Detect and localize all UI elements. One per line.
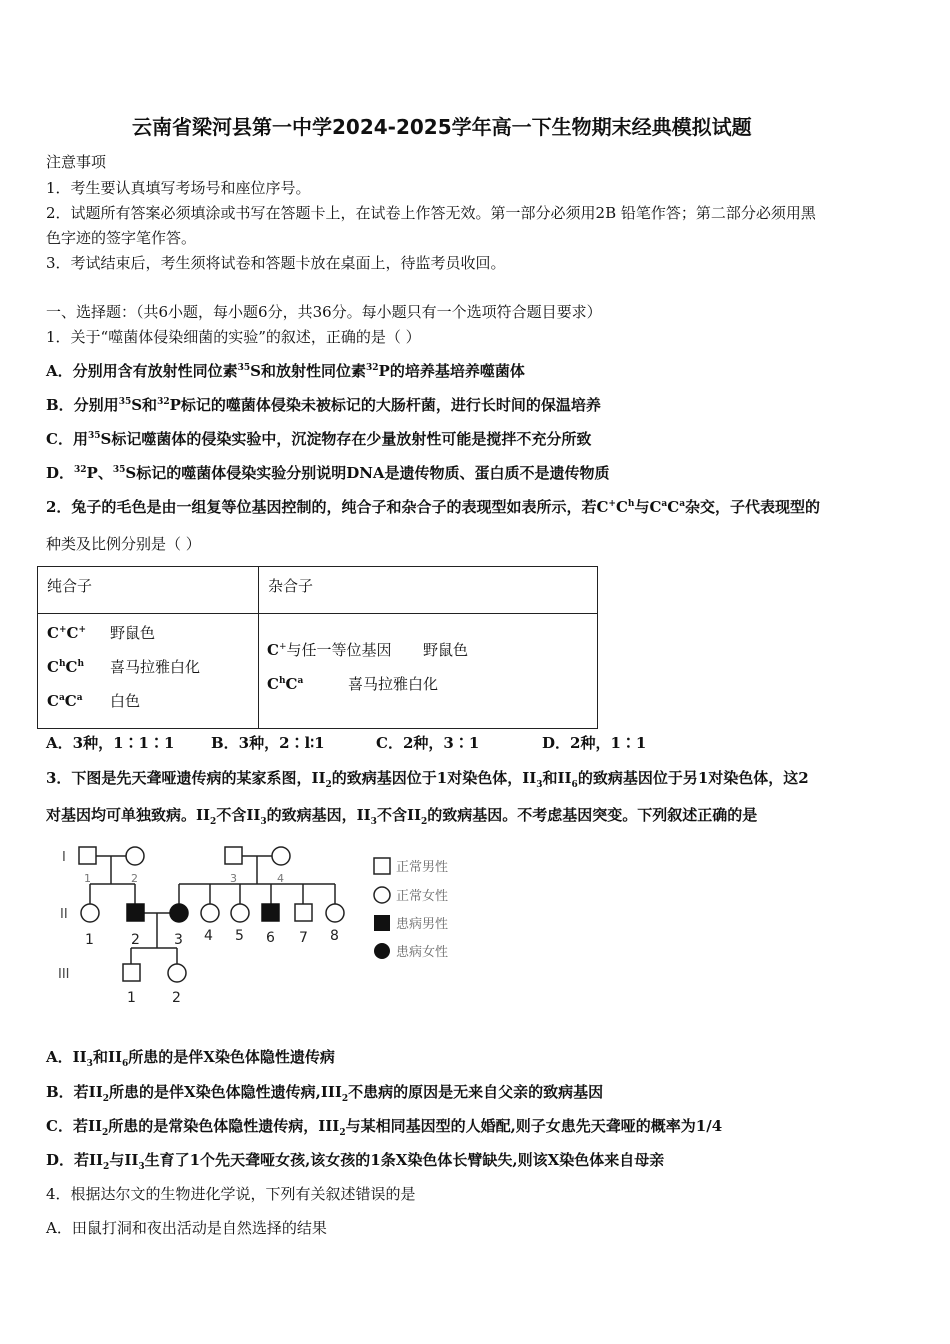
legend-affected-female: 患病女性 <box>396 945 449 960</box>
q2-option-d: D．2种，1∶1 <box>542 734 647 752</box>
notice-item-3: 3．考试结束后，考生须将试卷和答题卡放在桌面上，待监考员收回。 <box>46 254 506 272</box>
number-label: 1 <box>127 990 136 1006</box>
pedigree-II-8 <box>326 904 344 922</box>
number-label: 5 <box>235 928 244 944</box>
section-heading: 一、选择题：（共6小题，每小题6分，共36分。每小题只有一个选项符合题目要求） <box>46 303 602 321</box>
number-label: 7 <box>299 930 308 946</box>
table-cell-homozygous: C+C+ 野鼠色 $C^hC^h$ 喜马拉雅白化 $C^aC^a$ 白色 <box>38 614 259 729</box>
legend-normal-female: 正常女性 <box>396 889 449 904</box>
pedigree-II-4 <box>201 904 219 922</box>
q3-option-c: C．若$II_2$所患的是常染色体隐性遗传病，$III_2$与某相同基因型的人婚配,则子女患先天聋哑的概率为1/4 <box>46 1117 723 1138</box>
number-label: 3 <box>174 932 183 948</box>
q2-option-c: C．2种，3∶1 <box>376 734 480 752</box>
pedigree-II-7 <box>295 904 312 921</box>
table-row: $C^hC^a$ <box>267 675 304 693</box>
table-header-homozygous: 纯合子 <box>38 567 259 614</box>
table-row: C+与任一等位基因 <box>267 641 392 659</box>
number-label: 6 <box>266 930 275 946</box>
q3-option-d: D．若$II_2$与$II_3$生育了1个先天聋哑女孩,该女孩的1条X染色体长臂缺失,则该X染色体来自母亲 <box>46 1151 665 1172</box>
notice-heading: 注意事项 <box>46 153 107 171</box>
q1-option-a: A．分别用含有放射性同位素$^{35}$S和放射性同位素$^{32}$P的培养基培养噬菌体 <box>46 362 525 380</box>
notice-item-2-cont: 色字迹的签字笔作答。 <box>46 229 197 247</box>
table-row: C+C+ <box>47 624 86 642</box>
number-label: 8 <box>330 928 339 944</box>
pedigree-II-2 <box>127 904 144 921</box>
q2-option-a: A．3种，1∶1∶1 <box>46 734 175 752</box>
legend-normal-male-icon <box>374 858 390 874</box>
legend-affected-male-icon <box>374 915 390 931</box>
q2-option-b: B．3种，2∶l∶1 <box>211 734 325 752</box>
q2-stem-cont: 种类及比例分别是（ ） <box>46 535 201 553</box>
q1-stem: 1．关于“噬菌体侵染细菌的实验”的叙述，正确的是（ ） <box>46 328 421 346</box>
pedigree-II-1 <box>81 904 99 922</box>
pedigree-I-1 <box>79 847 96 864</box>
q3-stem: 3．下图是先天聋哑遗传病的某家系图，$II_2$的致病基因位于1对染色体，$II_3$和$II_6$的致病基因位于另1对染色体，这2 <box>46 769 809 790</box>
legend-normal-male: 正常男性 <box>396 860 449 875</box>
table-header-heterozygous: 杂合子 <box>259 567 598 614</box>
q1-option-c: C．用$^{35}$S标记噬菌体的侵染实验中，沉淀物存在少量放射性可能是搅拌不充分所致 <box>46 430 592 448</box>
pedigree-I-2 <box>126 847 144 865</box>
table-row: $C^hC^h$ <box>47 658 84 676</box>
number-label: 4 <box>204 928 213 944</box>
number-label: 1 <box>85 932 94 948</box>
legend-normal-female-icon <box>374 887 390 903</box>
legend-affected-female-icon <box>374 943 390 959</box>
number-label: 2 <box>131 932 140 948</box>
notice-item-2: 2．试题所有答案必须填涂或书写在答题卡上，在试卷上作答无效。第一部分必须用2B 铅笔作答；第二部分必须用黑 <box>46 204 816 222</box>
q2-stem: 2．兔子的毛色是由一组复等位基因控制的，纯合子和杂合子的表现型如表所示，若$C^+C^h$与$C^aC^a$杂交，子代表现型的 <box>46 498 821 516</box>
legend-affected-male: 患病男性 <box>396 917 449 932</box>
table-row: $C^aC^a$ <box>47 692 83 710</box>
pedigree-legend <box>374 858 448 960</box>
q3-option-a: A．$II_3$和$II_6$所患的是伴X染色体隐性遗传病 <box>46 1048 335 1069</box>
pedigree-II-6 <box>262 904 279 921</box>
q1-option-b: B．分别用$^{35}$S和$^{32}$P标记的噬菌体侵染未被标记的大肠杆菌，进行长时间的保温培养 <box>46 396 601 414</box>
pedigree-III-2 <box>168 964 186 982</box>
q4-option-a: A．田鼠打洞和夜出活动是自然选择的结果 <box>46 1219 327 1237</box>
number-label: 2 <box>172 990 181 1006</box>
gen-label-III: III <box>58 967 70 982</box>
number-label: 4 <box>277 872 284 885</box>
pedigree-I-4 <box>272 847 290 865</box>
number-label: 3 <box>230 872 237 885</box>
pedigree-chart <box>50 838 470 1018</box>
gen-label-I: I <box>62 850 66 865</box>
pedigree-II-3 <box>170 904 188 922</box>
notice-item-1: 1．考生要认真填写考场号和座位序号。 <box>46 179 311 197</box>
pedigree-II-5 <box>231 904 249 922</box>
q3-stem-cont: 对基因均可单独致病。$II_2$不含$II_3$的致病基因，$II_3$不含$II_2$的致病基因。不考虑基因突变。下列叙述正确的是 <box>46 806 758 827</box>
page-title: 云南省梁河县第一中学2024-2025学年高一下生物期末经典模拟试题 <box>132 115 752 139</box>
q3-option-b: B．若$II_2$所患的是伴X染色体隐性遗传病$,III_2$不患病的原因是无来自父亲的致病基因 <box>46 1083 604 1104</box>
q4-stem: 4．根据达尔文的生物进化学说，下列有关叙述错误的是 <box>46 1185 416 1203</box>
number-label: 2 <box>131 872 138 885</box>
table-cell-heterozygous: C+与任一等位基因 野鼠色 $C^hC^a$ 喜马拉雅白化 <box>259 614 598 729</box>
q1-option-d: D．$^{32}$P、$^{35}$S标记的噬菌体侵染实验分别说明DNA是遗传物质、蛋白质不是遗传物质 <box>46 464 610 482</box>
pedigree-III-1 <box>123 964 140 981</box>
number-label: 1 <box>84 872 91 885</box>
gen-label-II: II <box>60 907 68 922</box>
genotype-table <box>37 566 598 729</box>
pedigree-I-3 <box>225 847 242 864</box>
